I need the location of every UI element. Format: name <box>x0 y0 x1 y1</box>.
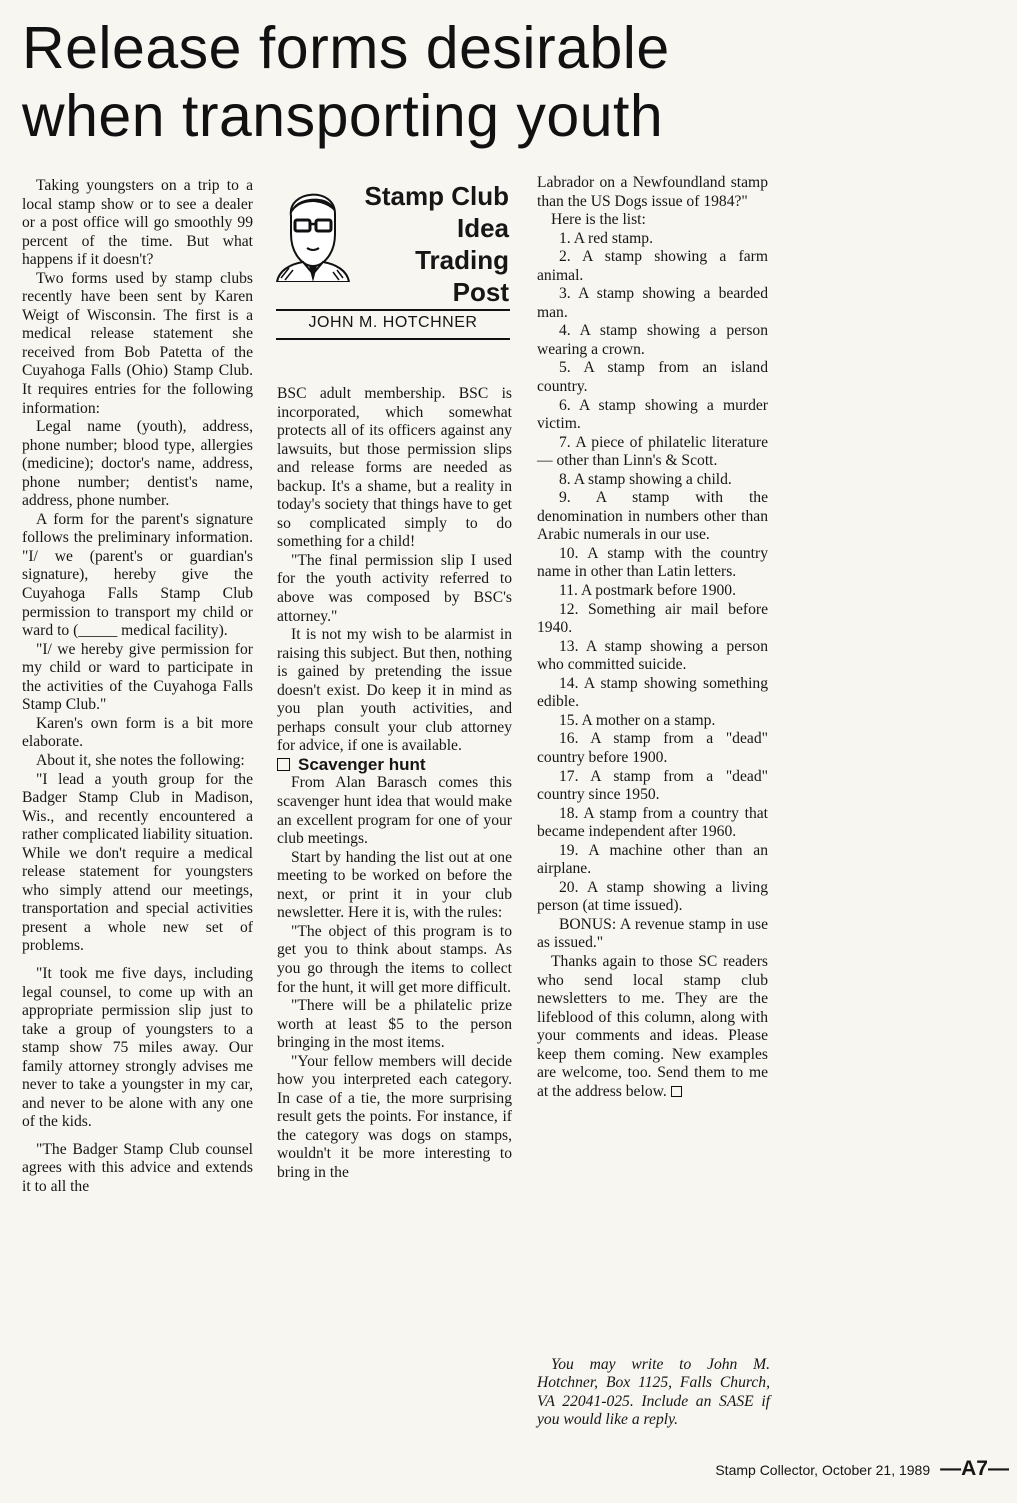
list-item: 3. A stamp showing a bearded man. <box>537 285 768 321</box>
divider <box>276 338 510 340</box>
list-item: 16. A stamp from a "dead" country before 1900. <box>537 730 768 766</box>
paragraph: BSC adult membership. BSC is incorporated, which somewhat protects all of its officers against any lawsuits, but those permission slips and release forms are needed as backup. It's a shame, but a reality in today's society that things have to get so complicated simply to do something for a child! <box>277 385 512 551</box>
column-title-line: Idea <box>456 213 509 243</box>
paragraph: It is not my wish to be alarmist in raising this subject. But then, nothing is gained by pretending the issue doesn't exist. Do keep it in mind as you plan youth activities, and perhaps consult your club attorney for advice, if one is available. <box>277 626 512 755</box>
list-item: 5. A stamp from an island country. <box>537 359 768 396</box>
paragraph: Here is the list: <box>551 211 646 229</box>
paragraph: From Alan Barasch comes this scavenger hunt idea that would make an excellent program for one of your club meetings. <box>277 774 512 848</box>
column-author: JOHN M. HOTCHNER <box>308 314 478 331</box>
paragraph: "There will be a philatelic prize worth at least $5 to the person bringing in the most items. <box>277 997 512 1052</box>
paragraph: Legal name (youth), address, phone number; blood type, allergies (medicine); doctor's name, address, phone number; dentist's name, address, phone number. <box>22 418 253 510</box>
paragraph: About it, she notes the following: <box>36 751 245 769</box>
list-item: 2. A stamp showing a farm animal. <box>537 248 768 284</box>
list-item: 9. A stamp with the denomination in numbers other than Arabic numerals in our use. <box>537 489 768 544</box>
section-heading-text: Scavenger hunt <box>298 754 426 774</box>
list-item: 17. A stamp from a "dead" country since 1950. <box>537 767 768 804</box>
paragraph: "I/ we hereby give permission for my child or ward to participate in the activities of the Cuyahoga Falls Stamp Club." <box>22 640 253 714</box>
list-item: 12. Something air mail before 1940. <box>537 600 768 637</box>
paragraph: Start by handing the list out at one meeting to be worked on before the next, or print it in your club newsletter. Here it is, with the rules: <box>277 848 512 922</box>
column-title-line: Trading <box>415 245 509 275</box>
paragraph: "The Badger Stamp Club counsel agrees with this advice and extends it to all the <box>22 1140 253 1195</box>
list-item: 19. A machine other than an airplane. <box>537 841 768 878</box>
list-item: 15. A mother on a stamp. <box>559 711 716 729</box>
closing-text: Thanks again to those SC readers who send local stamp club newsletters to me. They are the lifeblood of this column, along with your comments and ideas. Please keep them coming. New examples are welcome, too. Send them to me at the address below. <box>537 952 768 1100</box>
scavenger-list <box>537 230 768 953</box>
list-item: 20. A stamp showing a living person (at time issued). <box>537 878 768 915</box>
column-title-line: Post <box>452 277 509 307</box>
column-title-line: Stamp Club <box>364 181 509 211</box>
paragraph: "The final permission slip I used for the youth activity referred to above was composed by BSC's attorney." <box>277 551 512 625</box>
column-logo <box>273 172 513 344</box>
paragraph: Taking youngsters on a trip to a local stamp show or to see a dealer or a post office will go smoothly 99 percent of the time. But what happens if it doesn't? <box>22 177 253 269</box>
list-item: BONUS: A revenue stamp in use as issued." <box>537 915 768 952</box>
paragraph: Two forms used by stamp clubs recently have been sent by Karen Weigt of Wisconsin. The first is a medical release statement she received from Bob Patetta of the Cuyahoga Falls (Ohio) Stamp Club. It requires entries for the following information: <box>22 269 253 417</box>
paragraph: Labrador on a Newfoundland stamp than the US Dogs issue of 1984?" <box>537 174 768 210</box>
publication-line: Stamp Collector, October 21, 1989 <box>715 1462 931 1478</box>
paragraph: "Your fellow members will decide how you interpreted each category. In case of a tie, the more surprising result gets the points. For instance, if the category was dogs on stamps, wouldn't it be more interesting to bring in the <box>277 1052 512 1181</box>
list-item: 11. A postmark before 1900. <box>559 582 736 600</box>
paragraph: A form for the parent's signature follows the preliminary information. "I/ we (parent's or guardian's signature), hereby give the Cuyahoga Falls Stamp Club permission to transport my child or ward to (_____ medical facility). <box>22 510 253 640</box>
headline-line-2: when transporting youth <box>22 83 664 149</box>
list-item: 4. A stamp showing a person wearing a crown. <box>537 322 768 358</box>
paragraph <box>537 953 768 1101</box>
author-contact: You may write to John M. Hotchner, Box 1125, Falls Church, VA 22041-025. Include an SASE if you would like a reply. <box>537 1355 770 1429</box>
paragraph: "The object of this program is to get you to think about stamps. As you go through the items to collect for the hunt, it will get more difficult. <box>277 922 512 996</box>
list-item: 13. A stamp showing a person who committed suicide. <box>537 637 768 674</box>
paragraph: "I lead a youth group for the Badger Stamp Club in Madison, Wis., and recently encountered a rather complicated liability situation. While we don't require a medical release statement for youngsters who simply attend our meetings, transportation and special activities present a whole new set of problems. <box>22 770 253 955</box>
paragraph: Karen's own form is a bit more elaborate. <box>22 714 253 751</box>
checkbox-square-icon <box>277 758 290 771</box>
section-heading <box>277 756 512 775</box>
end-mark-icon <box>671 1086 682 1097</box>
column-title <box>339 180 509 308</box>
list-item: 6. A stamp showing a murder victim. <box>537 396 768 433</box>
list-item: 8. A stamp showing a child. <box>559 470 732 488</box>
list-item: 14. A stamp showing something edible. <box>537 674 768 711</box>
list-item: 10. A stamp with the country name in other than Latin letters. <box>537 544 768 581</box>
headline <box>22 14 1002 150</box>
paragraph: "It took me five days, including legal counsel, to come up with an appropriate permission slip just to take a group of youngsters to a stamp show 75 miles away. Our family attorney strongly advises me never to take a youngster in my car, and never to be alone with any one of the kids. <box>22 964 253 1131</box>
headline-line-1: Release forms desirable <box>22 15 670 81</box>
page-footer <box>715 1457 1009 1481</box>
article-column-1 <box>22 177 253 1197</box>
list-item: 7. A piece of philatelic literature — other than Linn's & Scott. <box>537 433 768 470</box>
article-column-2 <box>277 385 512 1183</box>
list-item: 18. A stamp from a country that became independent after 1960. <box>537 804 768 841</box>
divider <box>276 309 510 311</box>
page-number: —A7— <box>940 1457 1009 1480</box>
article-column-3 <box>537 174 768 1101</box>
list-item: 1. A red stamp. <box>559 229 653 247</box>
